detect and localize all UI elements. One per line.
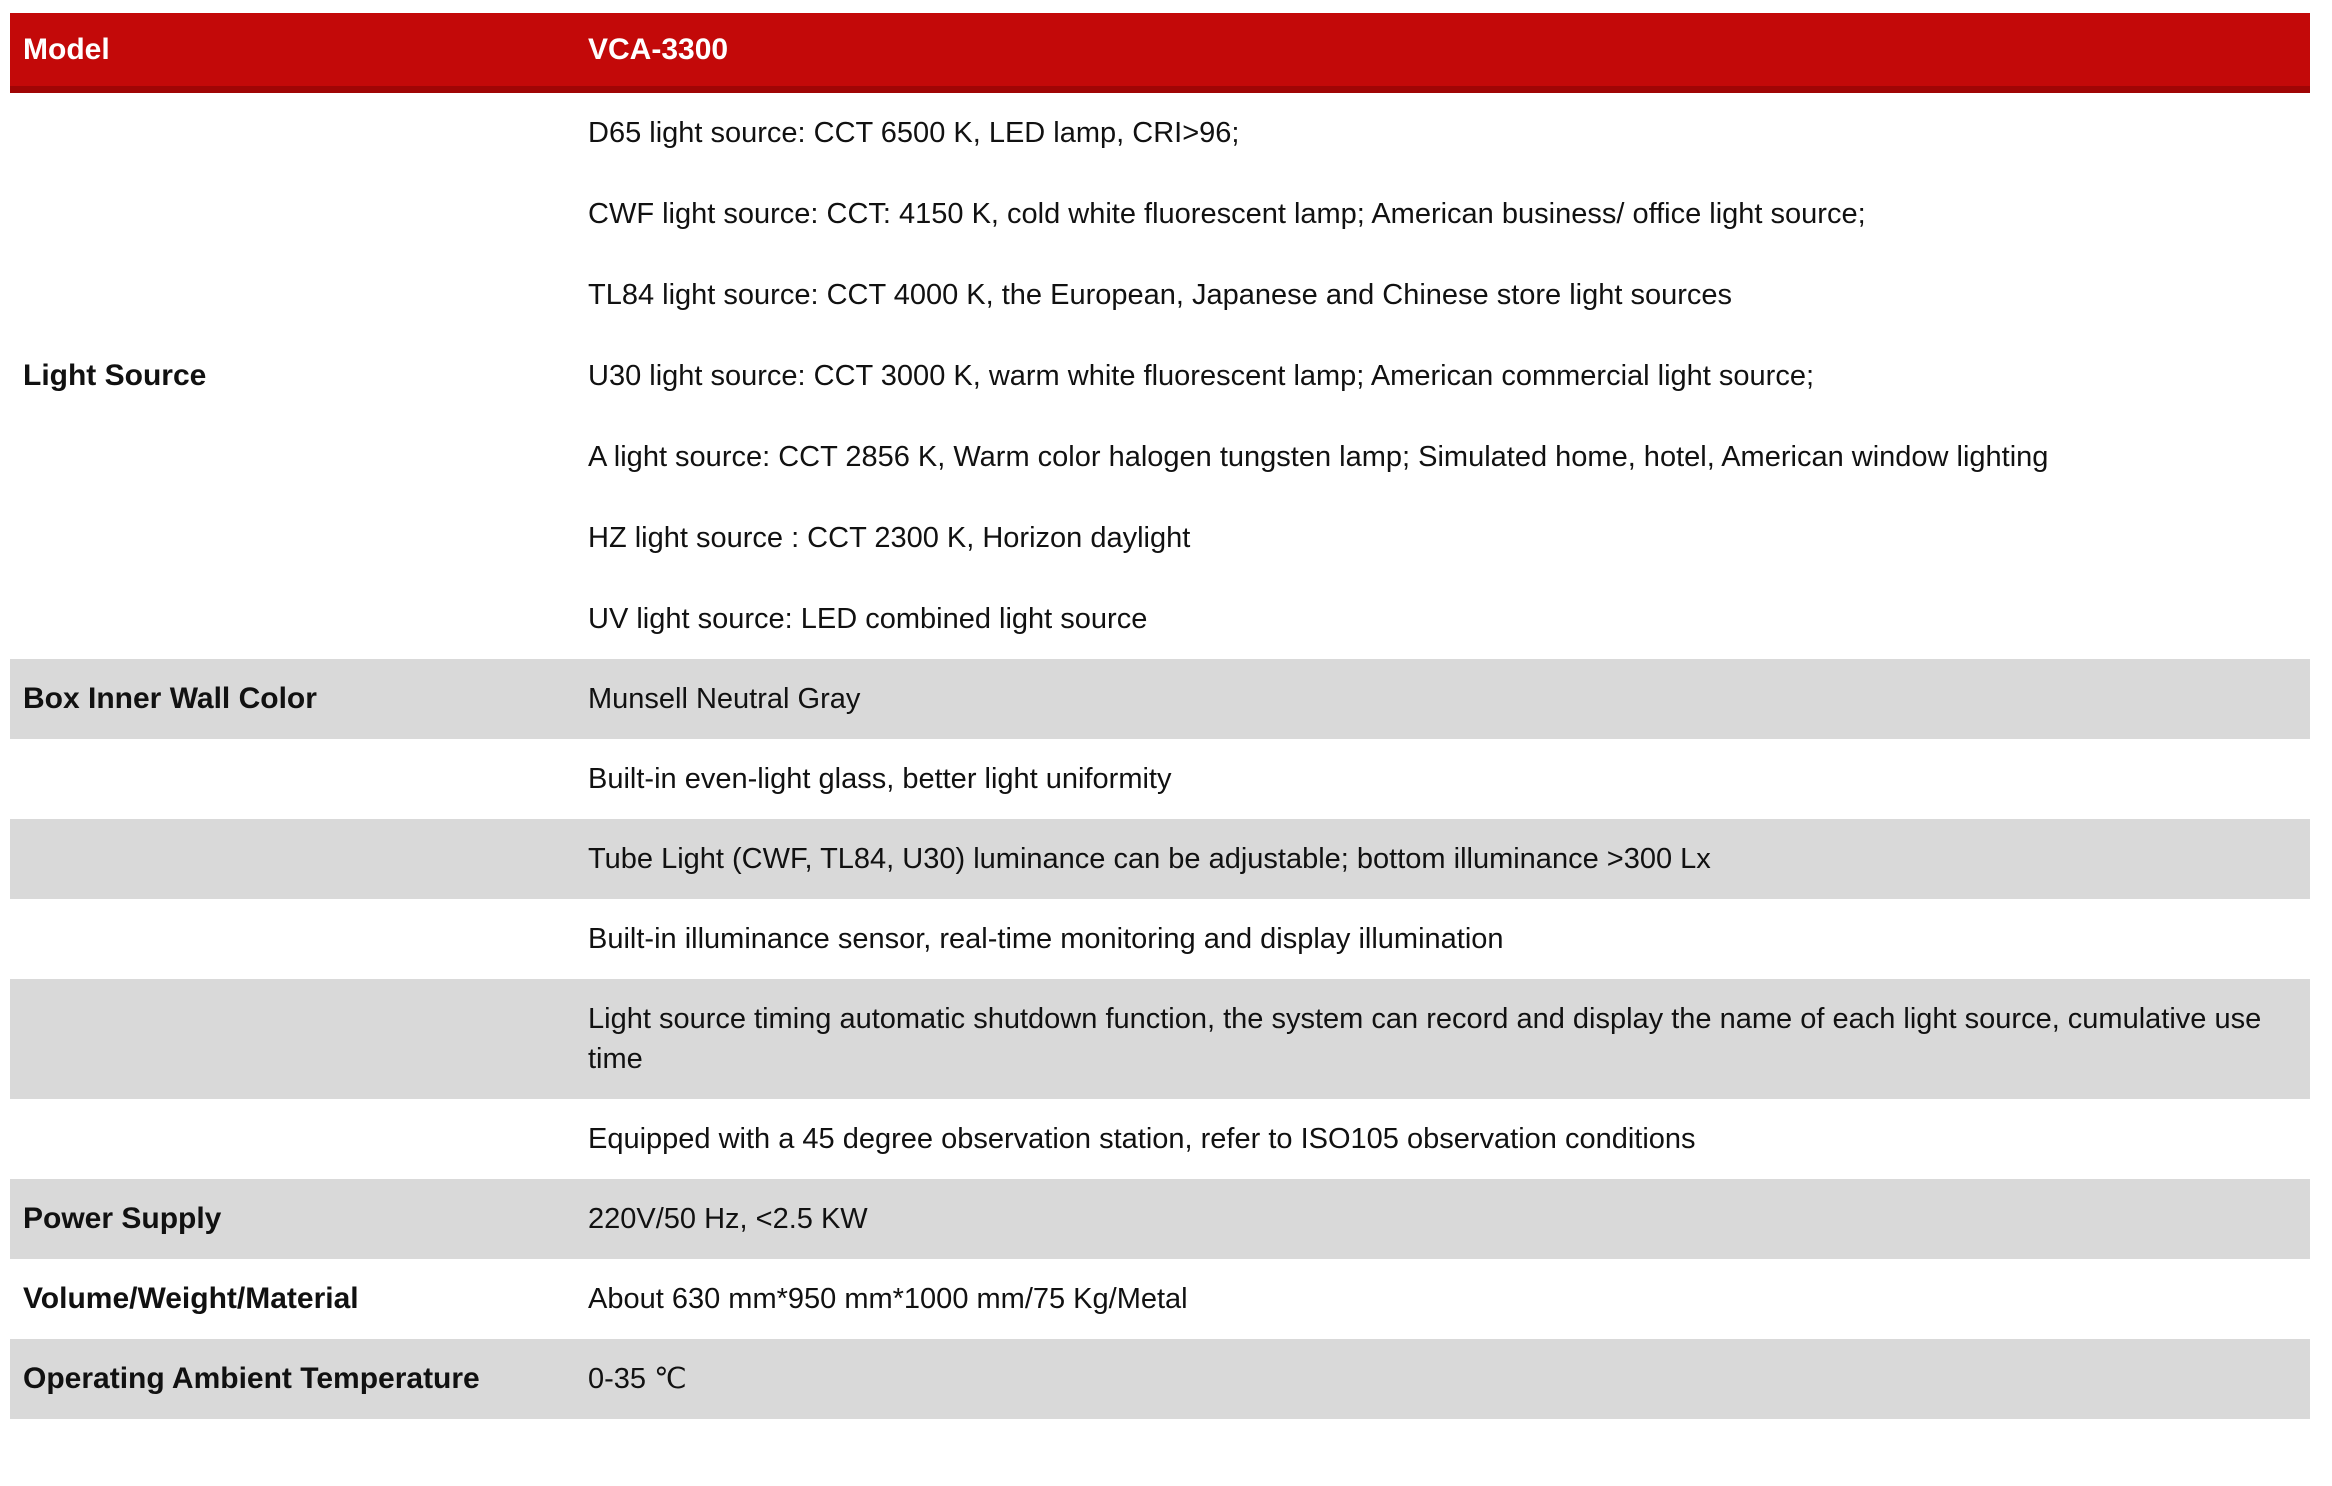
row-value-line: CWF light source: CCT: 4150 K, cold white fluorescent lamp; American business/ office light source; xyxy=(588,198,1866,230)
table-row xyxy=(10,1339,2310,1419)
row-value-line: Tube Light (CWF, TL84, U30) luminance can be adjustable; bottom illuminance >300 Lx xyxy=(588,843,1711,875)
table-row xyxy=(10,899,2310,979)
row-value-line: Built-in even-light glass, better light uniformity xyxy=(588,763,1172,795)
row-label xyxy=(10,979,588,1099)
spec-table-header xyxy=(10,13,2310,90)
row-label xyxy=(10,1099,588,1179)
table-row xyxy=(10,739,2310,819)
row-value-line: A light source: CCT 2856 K, Warm color halogen tungsten lamp; Simulated home, hotel, American window lighting xyxy=(588,441,2049,473)
row-value-line: TL84 light source: CCT 4000 K, the European, Japanese and Chinese store light sources xyxy=(588,279,1733,311)
spec-table-body xyxy=(10,90,2310,1420)
row-value-line: 220V/50 Hz, <2.5 KW xyxy=(588,1203,868,1235)
table-row xyxy=(10,659,2310,739)
row-label xyxy=(10,739,588,819)
row-label: Operating Ambient Temperature xyxy=(23,1362,480,1395)
row-value-line: U30 light source: CCT 3000 K, warm white fluorescent lamp; American commercial light source; xyxy=(588,360,1815,392)
header-row xyxy=(10,13,2310,90)
row-label: Power Supply xyxy=(23,1202,222,1235)
row-value-line: Built-in illuminance sensor, real-time monitoring and display illumination xyxy=(588,923,1504,955)
row-value-line: UV light source: LED combined light source xyxy=(588,603,1148,635)
row-value-line: 0-35 ℃ xyxy=(588,1363,687,1395)
row-label: Light Source xyxy=(23,359,207,392)
row-value xyxy=(588,659,2310,739)
row-value xyxy=(588,1259,2310,1339)
spec-table xyxy=(10,13,2310,1419)
row-label: Volume/Weight/Material xyxy=(23,1282,359,1315)
row-value-line: D65 light source: CCT 6500 K, LED lamp, CRI>96; xyxy=(588,117,1240,149)
row-value xyxy=(588,1099,2310,1179)
header-cell-model-value: VCA-3300 xyxy=(588,13,2310,90)
row-value xyxy=(588,1179,2310,1259)
row-value-line: About 630 mm*950 mm*1000 mm/75 Kg/Metal xyxy=(588,1283,1188,1315)
table-row xyxy=(10,90,2310,660)
row-value xyxy=(588,979,2310,1099)
row-value xyxy=(588,819,2310,899)
table-row xyxy=(10,1099,2310,1179)
row-value-line: Munsell Neutral Gray xyxy=(588,683,861,715)
row-value-line: HZ light source : CCT 2300 K, Horizon daylight xyxy=(588,522,1191,554)
table-row xyxy=(10,819,2310,899)
row-label: Box Inner Wall Color xyxy=(23,682,317,715)
row-value xyxy=(588,90,2310,660)
row-label xyxy=(10,819,588,899)
row-value xyxy=(588,899,2310,979)
table-row xyxy=(10,979,2310,1099)
row-value xyxy=(588,739,2310,819)
row-value-line: Equipped with a 45 degree observation station, refer to ISO105 observation conditions xyxy=(588,1123,1696,1155)
row-label xyxy=(10,899,588,979)
row-value-line: Light source timing automatic shutdown function, the system can record and display the name of each light source, cumulative use time xyxy=(588,1003,2262,1075)
table-row xyxy=(10,1259,2310,1339)
header-cell-model: Model xyxy=(10,13,588,90)
table-row xyxy=(10,1179,2310,1259)
row-value xyxy=(588,1339,2310,1419)
